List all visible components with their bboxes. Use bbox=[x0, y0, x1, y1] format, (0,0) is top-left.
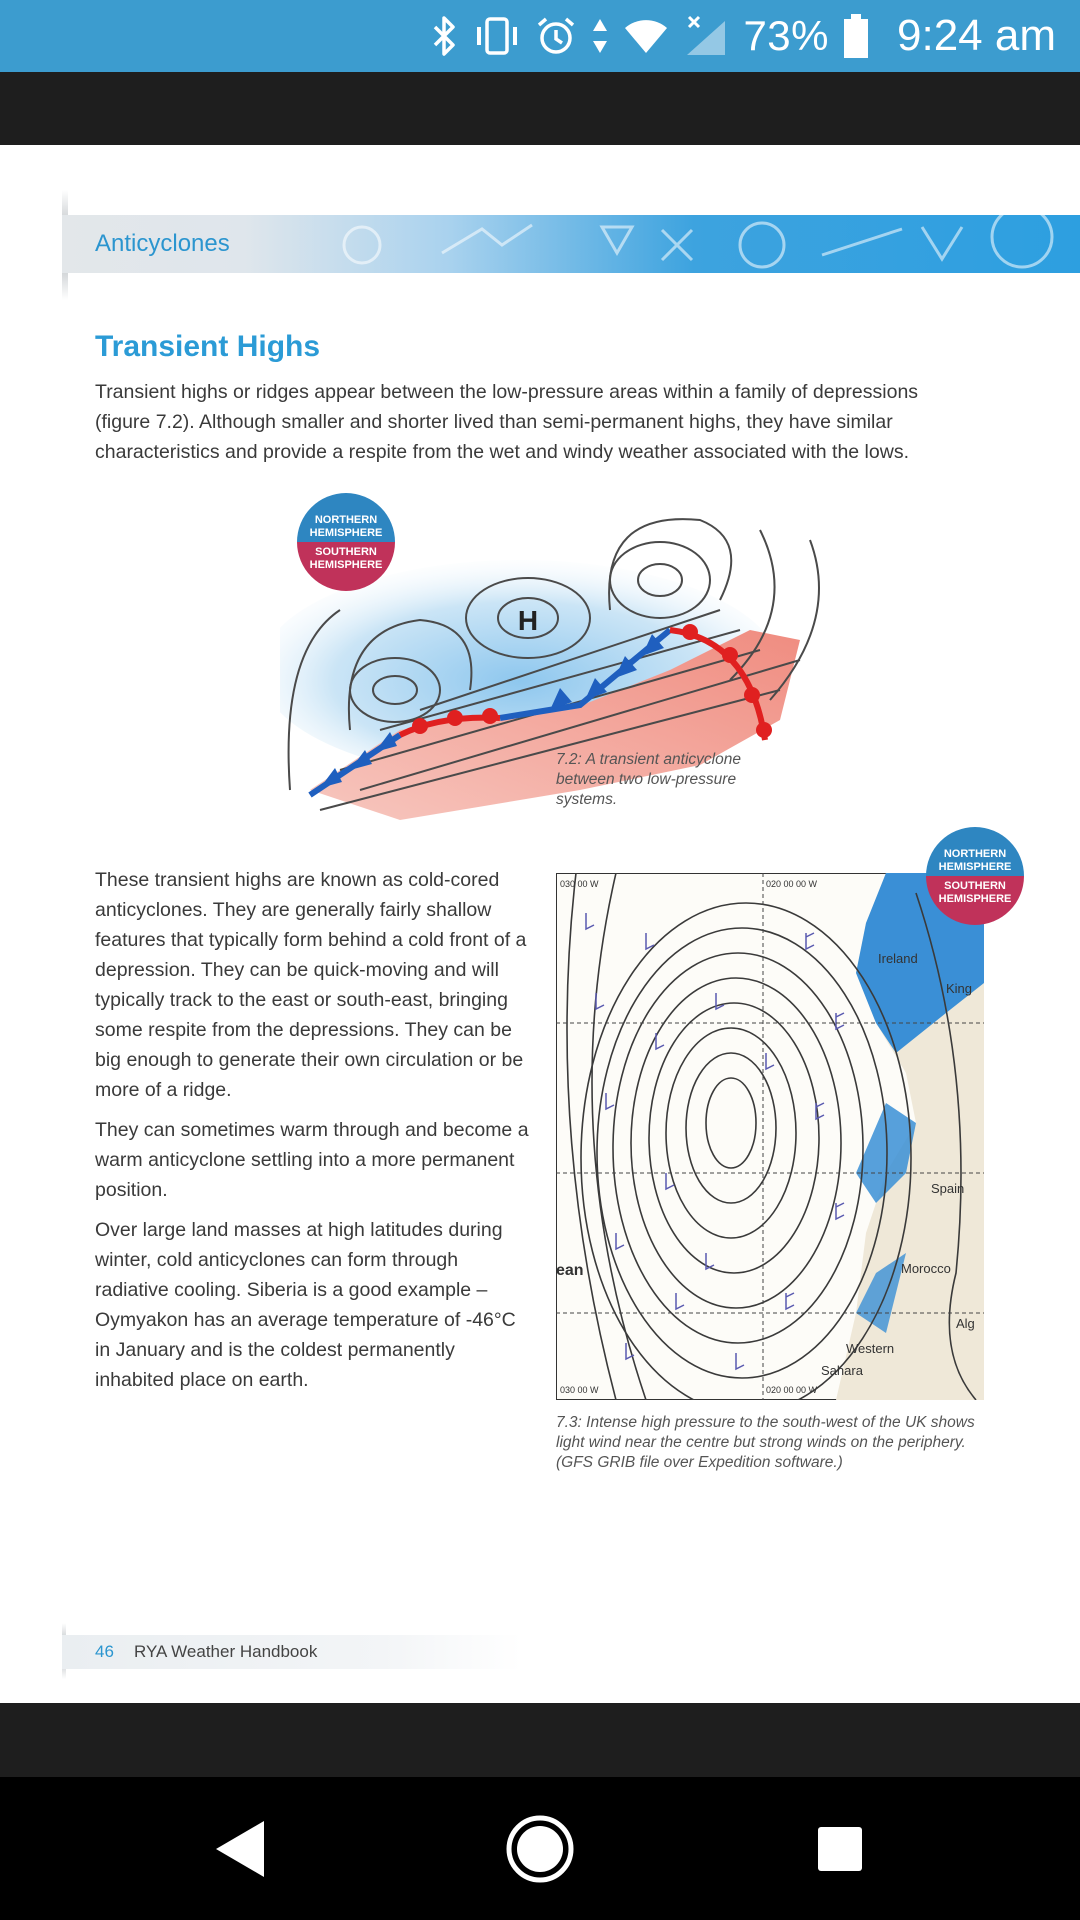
vibrate-icon bbox=[473, 15, 521, 57]
hemisphere-badge bbox=[926, 827, 1024, 925]
badge-southern: SOUTHERN HEMISPHERE bbox=[926, 876, 1024, 925]
map-coord: 030 00 W bbox=[560, 879, 599, 889]
map-coord: 030 00 W bbox=[560, 1385, 599, 1395]
figure-caption: 7.2: A transient anticyclone between two low-pressure systems. bbox=[556, 751, 741, 808]
page-number: 46 bbox=[95, 1642, 114, 1661]
body-paragraph: Over large land masses at high latitudes during winter, cold anticyclones can form through radiative cooling. Siberia is a good example – Oymyakon has an average temperature of -46°C in January and is the coldest permanently inhabited place on earth. bbox=[95, 1219, 516, 1391]
map-label-morocco: Morocco bbox=[901, 1261, 951, 1276]
app-toolbar bbox=[0, 72, 1080, 145]
map-label-kingdom: King bbox=[946, 981, 973, 996]
recents-icon bbox=[816, 1825, 864, 1873]
battery-percent: 73% bbox=[743, 12, 830, 59]
book-page[interactable] bbox=[0, 145, 1080, 1703]
back-button[interactable] bbox=[180, 1777, 300, 1920]
system-nav-bar bbox=[0, 1777, 1080, 1920]
clock: 9:24 am bbox=[897, 11, 1056, 60]
cell-signal-no-service-icon bbox=[683, 15, 729, 57]
body-paragraph: These transient highs are known as cold-cored anticyclones. They are generally fairly shallow features that typically form behind a cold front of a depression. They can be quick-moving and will typically track to the east or south-east, bringing some respite from the depressions. They can be big enough to generate their own circulation or be more of a ridge. bbox=[95, 869, 527, 1101]
data-arrows-icon bbox=[591, 15, 609, 57]
reader-bottom-bar bbox=[0, 1703, 1080, 1777]
body-text bbox=[95, 865, 535, 1405]
map-label-sahara: Sahara bbox=[821, 1363, 863, 1378]
map-label-ireland: Ireland bbox=[878, 951, 918, 966]
body-paragraph: They can sometimes warm through and become a warm anticyclone settling into a more permanent position. bbox=[95, 1119, 529, 1201]
page-footer bbox=[62, 1635, 522, 1669]
map-label-spain: Spain bbox=[931, 1181, 965, 1196]
bluetooth-icon bbox=[429, 15, 459, 57]
map-coord: 020 00 00 W bbox=[766, 1385, 818, 1395]
map-label-ocean: ean bbox=[556, 1262, 584, 1279]
intro-paragraph: Transient highs or ridges appear between the low-pressure areas within a family of depressions (figure 7.2). Although smaller and shorter lived than semi-permanent highs, they have similar characteristics and provide a respite from the wet and windy weather associated with the lows. bbox=[95, 381, 919, 463]
map-coord: 020 00 00 W bbox=[766, 879, 818, 889]
home-icon bbox=[505, 1814, 575, 1884]
status-bar bbox=[0, 0, 1080, 72]
home-button[interactable] bbox=[480, 1777, 600, 1920]
badge-southern: SOUTHERN HEMISPHERE bbox=[297, 542, 395, 591]
recents-button[interactable] bbox=[780, 1777, 900, 1920]
badge-northern: NORTHERN HEMISPHERE bbox=[926, 827, 1024, 876]
map-label-alg: Alg bbox=[956, 1316, 975, 1331]
battery-icon bbox=[843, 13, 869, 59]
hemisphere-badge bbox=[297, 493, 395, 591]
grib-weather-map bbox=[556, 873, 984, 1400]
back-icon bbox=[212, 1817, 268, 1881]
map-label-western: Western bbox=[846, 1341, 895, 1356]
wifi-icon bbox=[623, 15, 669, 57]
book-title: RYA Weather Handbook bbox=[134, 1642, 318, 1661]
chapter-title: Anticyclones bbox=[95, 230, 230, 257]
badge-northern: NORTHERN HEMISPHERE bbox=[297, 493, 395, 542]
figure-caption: 7.3: Intense high pressure to the south-west of the UK shows light wind near the centre but strong winds on the periphery. (GFS GRIB file over Expedition software.) bbox=[556, 1414, 975, 1471]
high-pressure-label: H bbox=[517, 605, 539, 636]
alarm-icon bbox=[535, 15, 577, 57]
section-title: Transient Highs bbox=[95, 330, 321, 363]
chapter-banner bbox=[62, 215, 1080, 273]
